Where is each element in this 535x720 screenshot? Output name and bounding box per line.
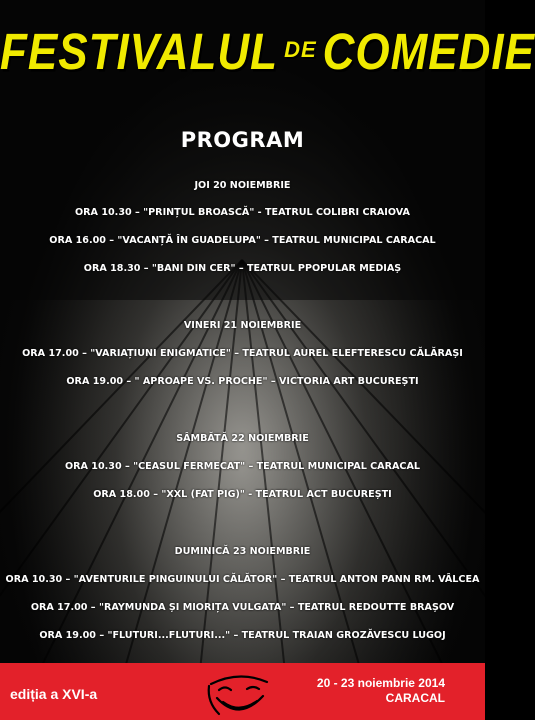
event-line: ORA 17.00 – "VARIAȚIUNI ENIGMATICE" – TEATRUL AUREL ELEFTERESCU CĂLĂRAȘI [22, 348, 463, 359]
smiling-mask-icon [205, 664, 273, 720]
edition-label: ediția a XVI-a [10, 686, 98, 702]
event-line: ORA 10.30 – "PRINȚUL BROASCĂ" - TEATRUL COLIBRI CRAIOVA [75, 207, 410, 218]
title-festivalul: FESTIVALUL [0, 24, 279, 81]
event-line: ORA 10.30 – "AVENTURILE PINGUINULUI CĂLĂTOR" – TEATRUL ANTON PANN RM. VÂLCEA [5, 574, 480, 585]
city-text: CARACAL [385, 691, 445, 705]
event-line: ORA 18.00 – "XXL (FAT PIG)" - TEATRUL ACT BUCUREȘTI [93, 489, 392, 500]
title-comedie: COMEDIE [322, 24, 535, 81]
festival-title [0, 24, 535, 81]
event-line: ORA 17.00 – "RAYMUNDA ȘI MIORIȚA VULGATA" – TEATRUL REDOUTTE BRAȘOV [30, 602, 455, 613]
day-heading-4: DUMINICĂ 23 NOIEMBRIE [174, 546, 311, 557]
event-line: ORA 10.30 – "CEASUL FERMECAT" – TEATRUL MUNICIPAL CARACAL [64, 461, 421, 472]
program-heading: PROGRAM [180, 128, 305, 152]
title-de: DE [284, 37, 317, 62]
festival-dates [317, 676, 445, 706]
event-line: ORA 18.30 – "BANI DIN CER" – TEATRUL PPOPULAR MEDIAȘ [83, 263, 402, 274]
event-line: ORA 19.00 – " APROAPE VS. PROCHE" – VICTORIA ART BUCUREȘTI [66, 376, 419, 387]
day-heading-3: SÂMBĂTĂ 22 NOIEMBRIE [176, 433, 309, 444]
day-heading-2: VINERI 21 NOIEMBRIE [183, 320, 302, 331]
event-line: ORA 19.00 – "FLUTURI...FLUTURI..." – TEATRUL TRAIAN GROZĂVESCU LUGOJ [39, 630, 446, 641]
day-heading-1: JOI 20 NOIEMBRIE [194, 180, 291, 191]
event-line: ORA 16.00 – "VACANȚĂ ÎN GUADELUPA" – TEATRUL MUNICIPAL CARACAL [49, 235, 436, 246]
dates-text: 20 - 23 noiembrie 2014 [316, 676, 445, 690]
